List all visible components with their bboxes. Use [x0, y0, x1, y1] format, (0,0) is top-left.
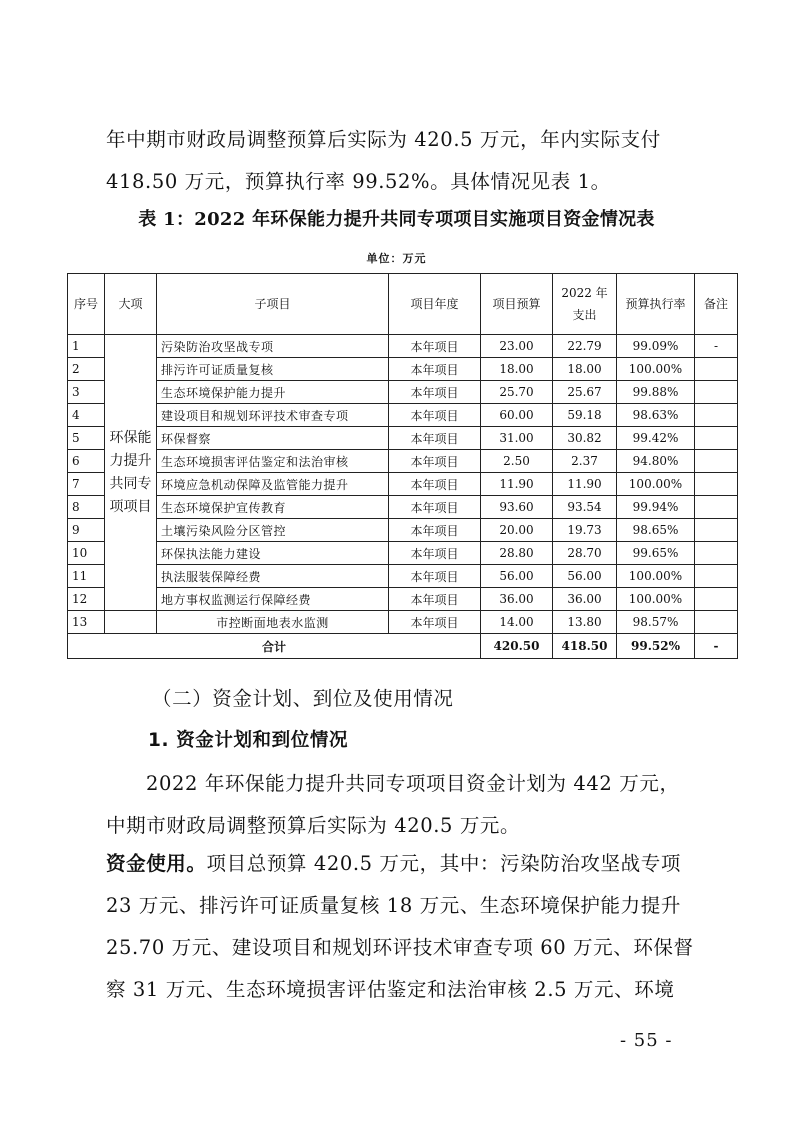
category-cell: 环保能力提升共同专项项目: [105, 335, 157, 611]
row-note: [695, 473, 738, 496]
row-note: -: [695, 335, 738, 358]
row-subitem: 环保督察: [157, 427, 389, 450]
total-row: [68, 634, 738, 659]
row-note: [695, 588, 738, 611]
row-note: [695, 565, 738, 588]
row-subitem: 市控断面地表水监测: [157, 611, 389, 634]
row-idx: 8: [68, 496, 105, 519]
row-budget: 56.00: [481, 565, 553, 588]
header-budget: 项目预算: [481, 274, 553, 335]
row-rate: 100.00%: [617, 588, 695, 611]
row-idx: 9: [68, 519, 105, 542]
row-year: 本年项目: [389, 588, 481, 611]
row-rate: 98.65%: [617, 519, 695, 542]
table-row: [68, 473, 738, 496]
plan-paragraph: [106, 763, 696, 847]
row-budget: 18.00: [481, 358, 553, 381]
total-rate: 99.52%: [617, 634, 695, 659]
row-subitem: 建设项目和规划环评技术审查专项: [157, 404, 389, 427]
row-spent: 30.82: [553, 427, 617, 450]
row-budget: 31.00: [481, 427, 553, 450]
row-spent: 28.70: [553, 542, 617, 565]
row-budget: 14.00: [481, 611, 553, 634]
row-year: 本年项目: [389, 404, 481, 427]
row-rate: 99.88%: [617, 381, 695, 404]
row-spent: 18.00: [553, 358, 617, 381]
row-spent: 56.00: [553, 565, 617, 588]
row-idx: 3: [68, 381, 105, 404]
table-row: [68, 519, 738, 542]
usage-paragraph: [106, 843, 696, 1011]
row-subitem: 生态环境保护能力提升: [157, 381, 389, 404]
table-row: [68, 404, 738, 427]
row-spent: 11.90: [553, 473, 617, 496]
row-note: [695, 542, 738, 565]
row-year: 本年项目: [389, 358, 481, 381]
section-heading-plan: 1. 资金计划和到位情况: [148, 730, 349, 751]
table-row: [68, 381, 738, 404]
row-spent: 19.73: [553, 519, 617, 542]
header-note: 备注: [695, 274, 738, 335]
row-budget: 11.90: [481, 473, 553, 496]
row-budget: 20.00: [481, 519, 553, 542]
row-subitem: 污染防治攻坚战专项: [157, 335, 389, 358]
row-budget: 23.00: [481, 335, 553, 358]
row-note: [695, 611, 738, 634]
row-idx: 5: [68, 427, 105, 450]
row-year: 本年项目: [389, 381, 481, 404]
row-spent: 36.00: [553, 588, 617, 611]
row-note: [695, 358, 738, 381]
row-idx: 13: [68, 611, 105, 634]
row-rate: 98.63%: [617, 404, 695, 427]
row-subitem: 生态环境保护宣传教育: [157, 496, 389, 519]
table-row: [68, 542, 738, 565]
row-budget: 60.00: [481, 404, 553, 427]
row-rate: 100.00%: [617, 358, 695, 381]
header-year: 项目年度: [389, 274, 481, 335]
total-spent: 418.50: [553, 634, 617, 659]
row-subitem: 排污许可证质量复核: [157, 358, 389, 381]
unit-label: 单位：万元: [366, 252, 427, 265]
total-budget: 420.50: [481, 634, 553, 659]
row-year: 本年项目: [389, 450, 481, 473]
header-idx: 序号: [68, 274, 105, 335]
row-note: [695, 404, 738, 427]
row-year: 本年项目: [389, 496, 481, 519]
row-subitem: 生态环境损害评估鉴定和法治审核: [157, 450, 389, 473]
table-row: [68, 565, 738, 588]
row-spent: 2.37: [553, 450, 617, 473]
table-row: [68, 358, 738, 381]
row-budget: 93.60: [481, 496, 553, 519]
header-spent: 2022 年支出: [553, 274, 617, 335]
header-subitem: 子项目: [157, 274, 389, 335]
header-rate: 预算执行率: [617, 274, 695, 335]
row-budget: 36.00: [481, 588, 553, 611]
row-year: 本年项目: [389, 519, 481, 542]
row-subitem: 土壤污染风险分区管控: [157, 519, 389, 542]
intro-paragraph: 年中期市财政局调整预算后实际为 420.5 万元，年内实际支付 418.50 万元，预算执行率 99.52%。具体情况见表 1。: [106, 128, 661, 193]
table-row: [68, 335, 738, 358]
row-rate: 100.00%: [617, 473, 695, 496]
row-idx: 2: [68, 358, 105, 381]
table-row: [68, 496, 738, 519]
row-idx: 4: [68, 404, 105, 427]
table-row: [68, 588, 738, 611]
row-subitem: 执法服装保障经费: [157, 565, 389, 588]
usage-text: 项目总预算 420.5 万元，其中：污染防治攻坚战专项 23 万元、排污许可证质量复核 18 万元、生态环境保护能力提升 25.70 万元、建设项目和规划环评技术审查专项 60 万元、环保督察 31 万元、生态环境损害评估鉴定和法治审核 2.5 万元、环境: [106, 852, 694, 1001]
row-spent: 22.79: [553, 335, 617, 358]
plan-text: 2022 年环保能力提升共同专项项目资金计划为 442 万元，中期市财政局调整预算后实际为 420.5 万元。: [106, 772, 680, 837]
row-idx: 12: [68, 588, 105, 611]
row-spent: 13.80: [553, 611, 617, 634]
usage-label: 资金使用。: [106, 852, 207, 875]
row-rate: 94.80%: [617, 450, 695, 473]
table-title: 表 1：2022 年环保能力提升共同专项项目实施项目资金情况表: [138, 209, 655, 230]
table-row: [68, 450, 738, 473]
row-year: 本年项目: [389, 427, 481, 450]
table-row: [68, 611, 738, 634]
row-rate: 98.57%: [617, 611, 695, 634]
row-idx: 1: [68, 335, 105, 358]
section-heading-funds: （二）资金计划、到位及使用情况: [152, 687, 454, 710]
row-year: 本年项目: [389, 565, 481, 588]
row-year: 本年项目: [389, 335, 481, 358]
row-note: [695, 519, 738, 542]
row-subitem: 环境应急机动保障及监管能力提升: [157, 473, 389, 496]
row-subitem: 地方事权监测运行保障经费: [157, 588, 389, 611]
row-idx: 7: [68, 473, 105, 496]
header-category: 大项: [105, 274, 157, 335]
row-idx: 11: [68, 565, 105, 588]
row-note: [695, 381, 738, 404]
row-budget: 28.80: [481, 542, 553, 565]
row-rate: 100.00%: [617, 565, 695, 588]
fund-table: [67, 273, 738, 659]
total-note: -: [695, 634, 738, 659]
row-year: 本年项目: [389, 473, 481, 496]
row-rate: 99.09%: [617, 335, 695, 358]
row-note: [695, 427, 738, 450]
row-note: [695, 450, 738, 473]
page-number: - 55 -: [620, 1030, 673, 1051]
row-budget: 2.50: [481, 450, 553, 473]
row-note: [695, 496, 738, 519]
row-rate: 99.94%: [617, 496, 695, 519]
row-subitem: 环保执法能力建设: [157, 542, 389, 565]
row-rate: 99.65%: [617, 542, 695, 565]
row-idx: 6: [68, 450, 105, 473]
row-idx: 10: [68, 542, 105, 565]
row-spent: 25.67: [553, 381, 617, 404]
table-row: [68, 427, 738, 450]
row-spent: 59.18: [553, 404, 617, 427]
total-label: 合计: [68, 634, 481, 659]
row-spent: 93.54: [553, 496, 617, 519]
row-budget: 25.70: [481, 381, 553, 404]
table-header-row: [68, 274, 738, 335]
row-year: 本年项目: [389, 542, 481, 565]
category-cell-empty: [105, 611, 157, 634]
row-rate: 99.42%: [617, 427, 695, 450]
row-year: 本年项目: [389, 611, 481, 634]
